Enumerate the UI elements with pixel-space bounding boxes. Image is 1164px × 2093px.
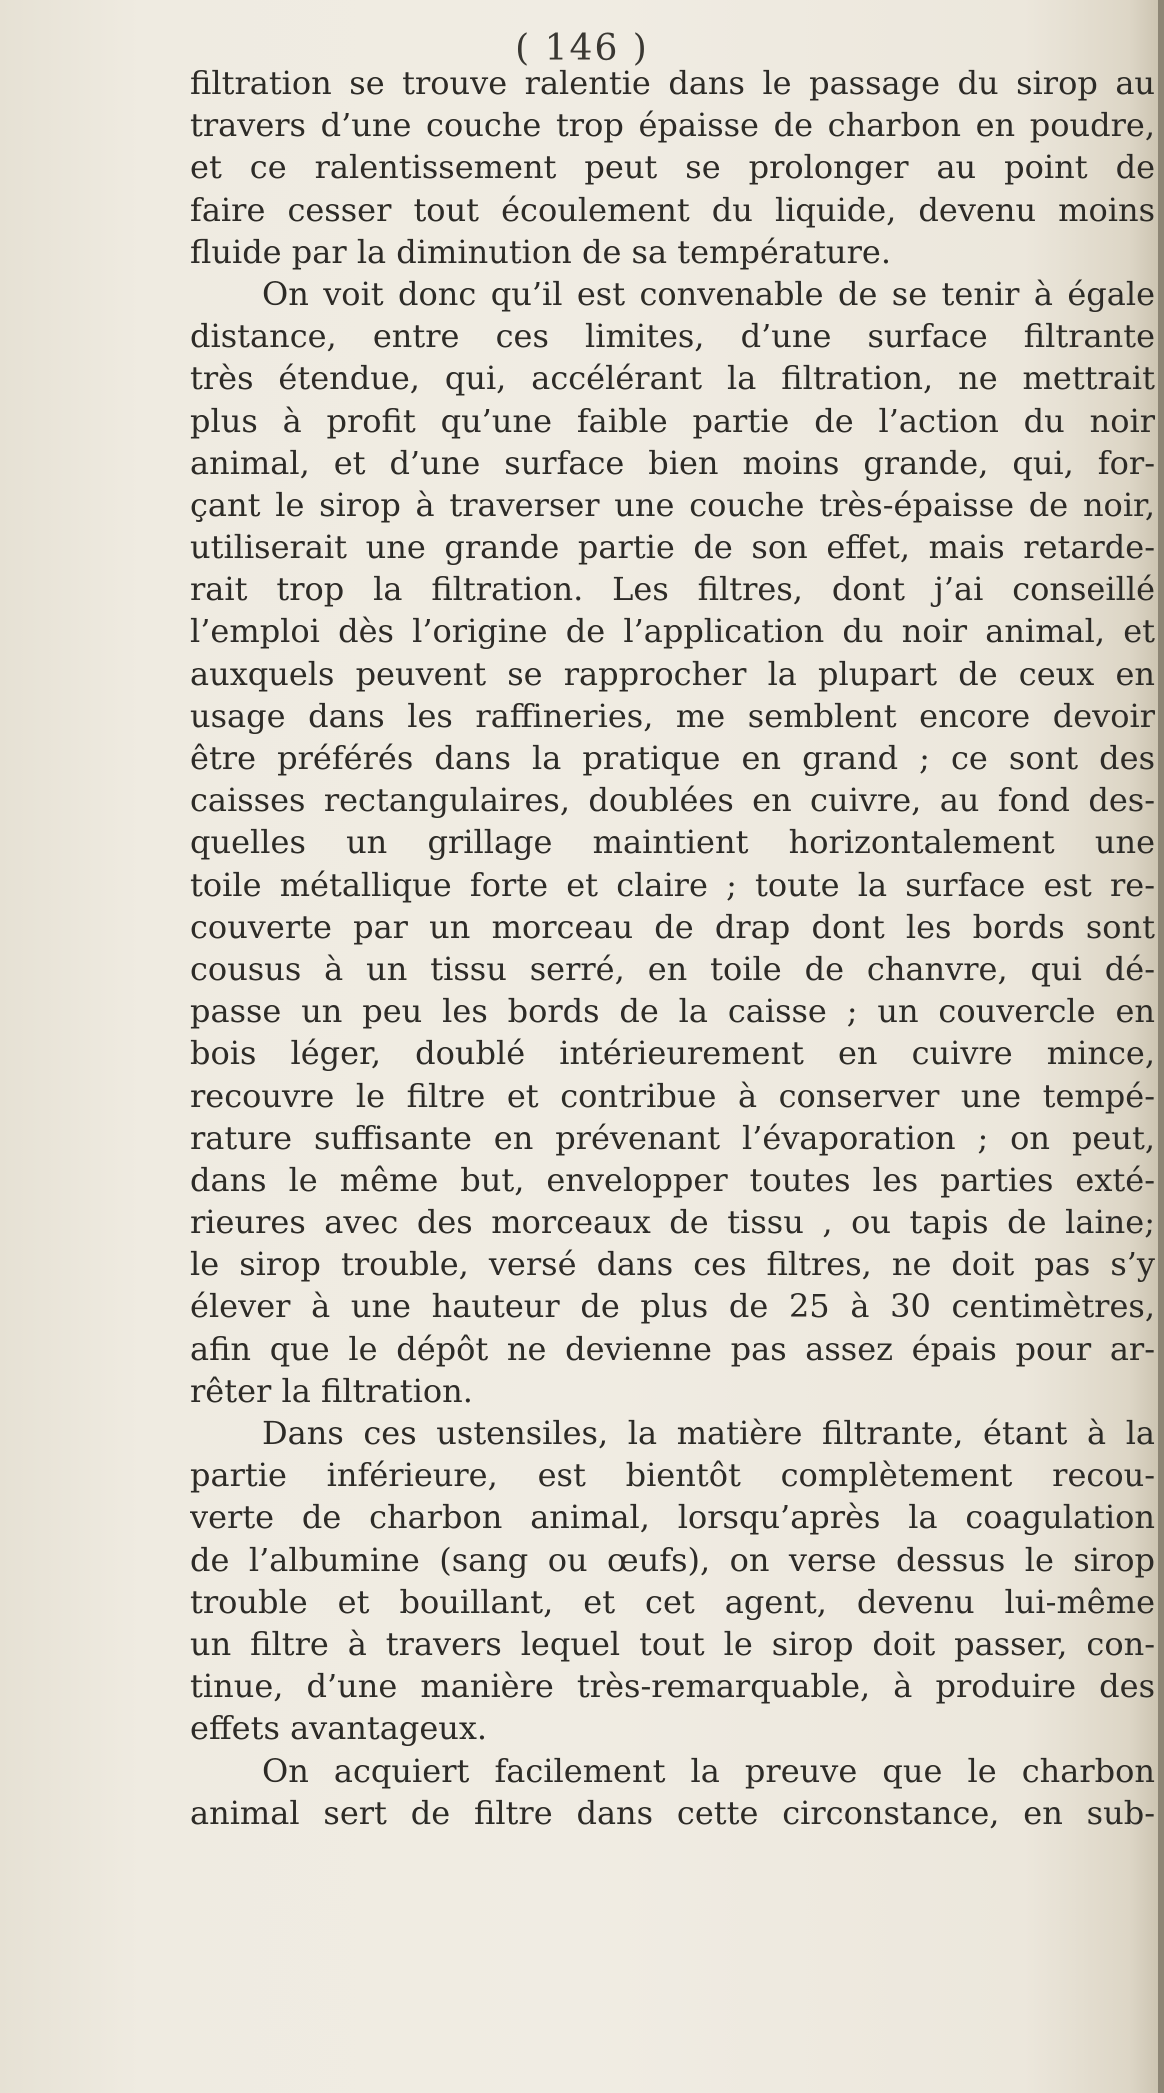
text-line: rêter la filtration.: [190, 1371, 473, 1410]
text-line: partie inférieure, est bientôt complètement recou-: [190, 1456, 1155, 1495]
text-line: couverte par un morceau de drap dont les bords sont: [190, 907, 1155, 946]
page-edge-shadow: [1158, 0, 1164, 2093]
text-line: rait trop la filtration. Les filtres, dont j’ai conseillé: [190, 570, 1155, 609]
text-line: toile métallique forte et claire ; toute la surface est re-: [190, 865, 1155, 904]
text-line: trouble et bouillant, et cet agent, devenu lui-même: [190, 1582, 1155, 1621]
text-line: usage dans les raffineries, me semblent encore devoir: [190, 696, 1155, 735]
text-line: verte de charbon animal, lorsqu’après la coagulation: [190, 1498, 1155, 1537]
text-line: plus à profit qu’une faible partie de l’action du noir: [190, 401, 1155, 440]
text-line: l’emploi dès l’origine de l’application du noir animal, et: [190, 612, 1155, 651]
text-line: le sirop trouble, versé dans ces filtres, ne doit pas s’y: [190, 1245, 1155, 1284]
text-line: très étendue, qui, accélérant la filtration, ne mettrait: [190, 359, 1155, 398]
text-line: Dans ces ustensiles, la matière filtrante, étant à la: [262, 1414, 1155, 1452]
text-line: fluide par la diminution de sa température.: [190, 232, 892, 271]
text-line: de l’albumine (sang ou œufs), on verse dessus le sirop: [190, 1540, 1155, 1579]
text-line: animal sert de filtre dans cette circonstance, en sub-: [190, 1793, 1155, 1832]
text-line: rieures avec des morceaux de tissu , ou tapis de laine;: [190, 1203, 1155, 1242]
page-number: ( 146 ): [515, 28, 649, 69]
text-line: utiliserait une grande partie de son effet, mais retarde-: [190, 528, 1155, 567]
text-line: et ce ralentissement peut se prolonger au point de: [190, 148, 1155, 187]
text-line: quelles un grillage maintient horizontalement une: [190, 823, 1155, 862]
text-line: animal, et d’une surface bien moins grande, qui, for-: [190, 443, 1155, 482]
text-line: afin que le dépôt ne devienne pas assez épais pour ar-: [190, 1329, 1155, 1368]
text-line: un filtre à travers lequel tout le sirop doit passer, con-: [190, 1624, 1155, 1663]
text-line: rature suffisante en prévenant l’évaporation ; on peut,: [190, 1118, 1155, 1157]
text-line: distance, entre ces limites, d’une surface filtrante: [190, 317, 1155, 356]
text-line: dans le même but, envelopper toutes les parties exté-: [190, 1160, 1155, 1199]
text-line: caisses rectangulaires, doublées en cuivre, au fond des-: [190, 781, 1155, 820]
body-text: [190, 62, 1155, 1834]
text-line: faire cesser tout écoulement du liquide, devenu moins: [190, 190, 1155, 229]
text-line: élever à une hauteur de plus de 25 à 30 centimètres,: [190, 1287, 1155, 1326]
text-line: cousus à un tissu serré, en toile de chanvre, qui dé-: [190, 949, 1155, 988]
text-line: passe un peu les bords de la caisse ; un couvercle en: [190, 992, 1155, 1031]
text-line: bois léger, doublé intérieurement en cuivre mince,: [190, 1034, 1155, 1073]
text-line: recouvre le filtre et contribue à conserver une tempé-: [190, 1076, 1155, 1115]
text-line: effets avantageux.: [190, 1709, 488, 1748]
text-line: travers d’une couche trop épaisse de charbon en poudre,: [190, 106, 1155, 145]
text-line: filtration se trouve ralentie dans le passage du sirop au: [190, 64, 1155, 102]
text-line: çant le sirop à traverser une couche très-épaisse de noir,: [190, 485, 1155, 524]
text-line: auxquels peuvent se rapprocher la plupart de ceux en: [190, 654, 1155, 693]
text-line: être préférés dans la pratique en grand ; ce sont des: [190, 739, 1155, 777]
text-line: tinue, d’une manière très-remarquable, à produire des: [190, 1667, 1155, 1706]
text-line: On acquiert facilement la preuve que le charbon: [262, 1751, 1155, 1790]
text-line: On voit donc qu’il est convenable de se tenir à égale: [262, 274, 1155, 313]
